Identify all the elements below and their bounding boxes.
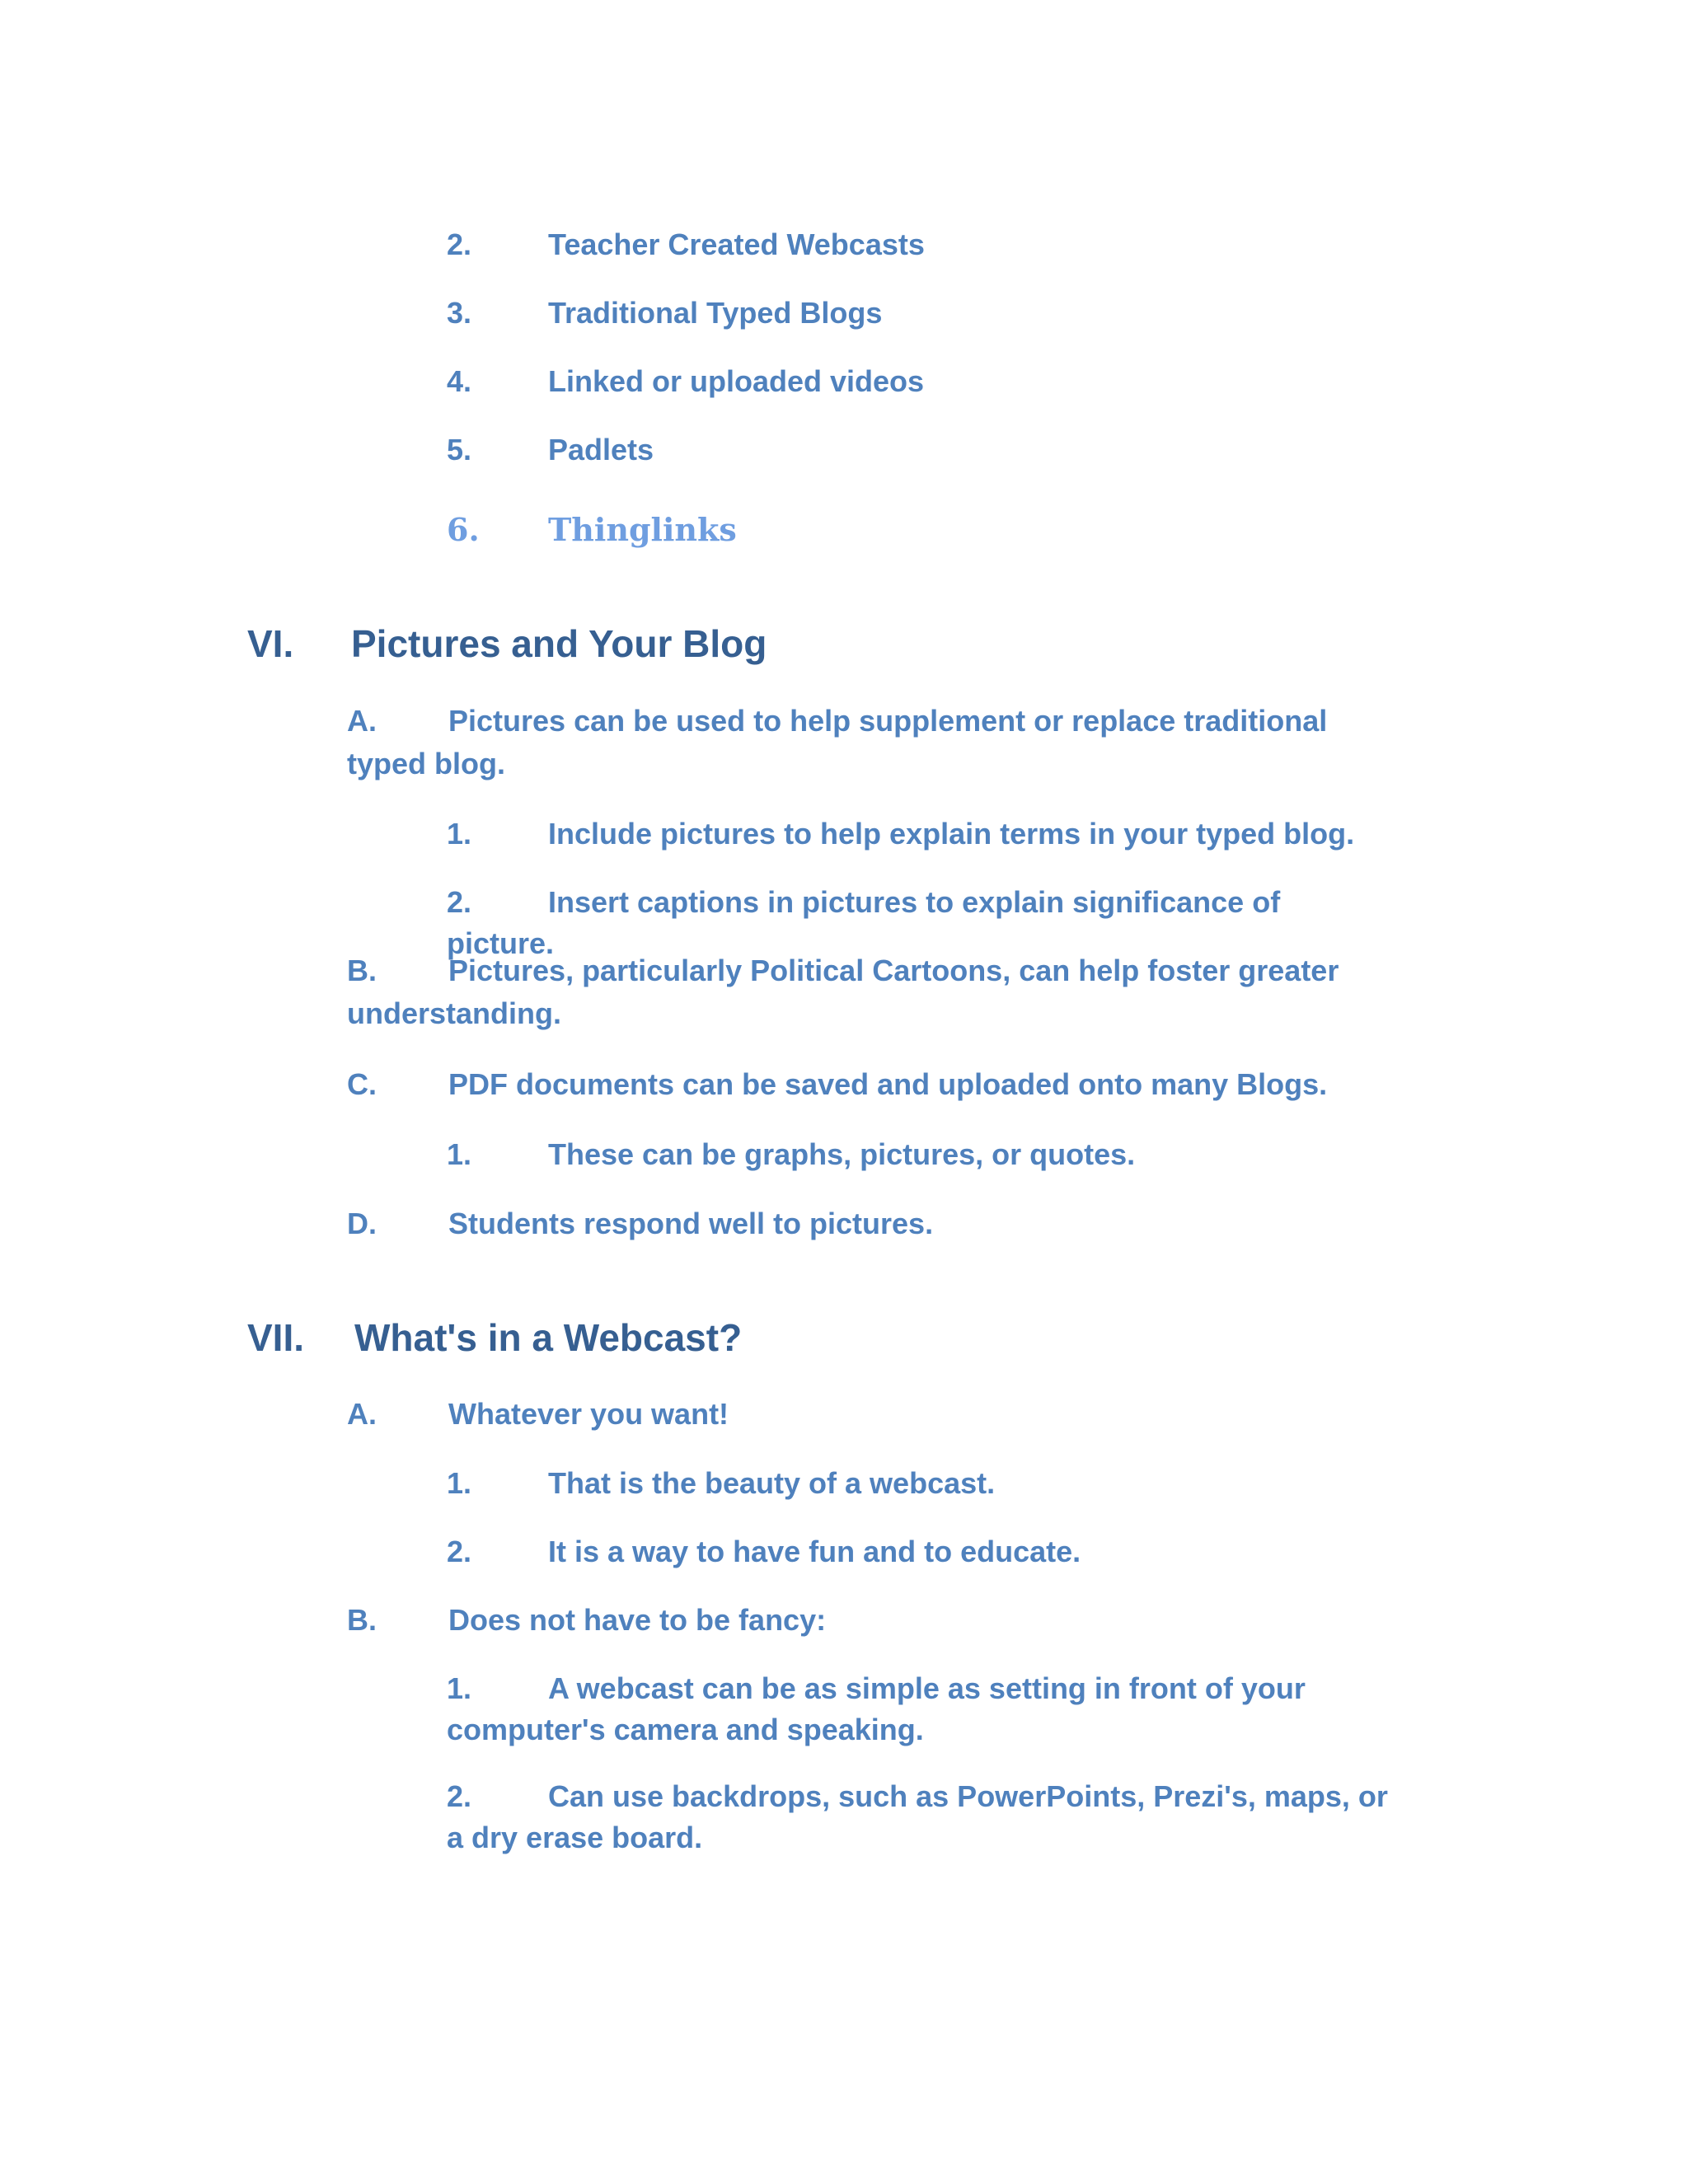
outline-text: Include pictures to help explain terms in your typed blog. — [548, 817, 1355, 851]
outline-text: Students respond well to pictures. — [448, 1207, 934, 1240]
outline-text: Insert captions in pictures to explain significance of picture. — [447, 885, 1281, 960]
outline-item — [347, 700, 1386, 785]
outline-number: 1. — [447, 817, 472, 851]
outline-letter: A. — [347, 1397, 377, 1431]
outline-item — [347, 1202, 1386, 1245]
outline-letter: C. — [347, 1067, 377, 1101]
outline-number: 1. — [447, 1466, 472, 1500]
outline-letter: D. — [347, 1207, 377, 1240]
list-text: Linked or uploaded videos — [548, 364, 925, 398]
list-number: 6. — [447, 511, 480, 548]
outline-subitem — [447, 1531, 1395, 1572]
section-title: What's in a Webcast? — [354, 1316, 743, 1359]
outline-item — [347, 1063, 1386, 1106]
outline-subitem — [447, 1776, 1395, 1858]
outline-subitem — [447, 1668, 1395, 1750]
list-number: 5. — [447, 433, 472, 466]
list-text: Teacher Created Webcasts — [548, 227, 925, 261]
outline-number: 2. — [447, 1779, 472, 1813]
outline-letter: B. — [347, 1603, 377, 1637]
outline-letter: A. — [347, 704, 377, 738]
list-item — [447, 293, 1395, 334]
list-item — [447, 224, 1395, 265]
outline-text: Pictures can be used to help supplement or replace traditional typed blog. — [347, 704, 1328, 780]
outline-item — [347, 949, 1386, 1035]
list-item — [447, 429, 1395, 471]
section-number: VI. — [247, 622, 294, 665]
list-text: Traditional Typed Blogs — [548, 296, 883, 330]
outline-item — [347, 1393, 1386, 1436]
outline-text: That is the beauty of a webcast. — [548, 1466, 996, 1500]
list-number: 2. — [447, 227, 472, 261]
outline-number: 2. — [447, 1535, 472, 1568]
outline-text: A webcast can be as simple as setting in front of your computer's camera and speaking. — [447, 1671, 1306, 1746]
outline-text: Whatever you want! — [448, 1397, 729, 1431]
outline-text: Does not have to be fancy: — [448, 1603, 827, 1637]
list-text: Thinglinks — [548, 511, 737, 548]
outline-subitem — [447, 1463, 1395, 1504]
outline-number: 1. — [447, 1671, 472, 1705]
outline-subitem — [447, 813, 1395, 855]
outline-text: These can be graphs, pictures, or quotes. — [548, 1137, 1136, 1171]
section-number: VII. — [247, 1316, 305, 1359]
outline-item — [347, 1599, 1386, 1642]
list-number: 3. — [447, 296, 472, 330]
list-item — [447, 361, 1395, 402]
list-item — [447, 509, 1395, 551]
outline-text: Can use backdrops, such as PowerPoints, Prezi's, maps, or a dry erase board. — [447, 1779, 1388, 1854]
outline-text: It is a way to have fun and to educate. — [548, 1535, 1081, 1568]
outline-letter: B. — [347, 954, 377, 987]
list-number: 4. — [447, 364, 472, 398]
outline-number: 1. — [447, 1137, 472, 1171]
outline-subitem — [447, 1134, 1395, 1175]
list-text: Padlets — [548, 433, 654, 466]
section-title: Pictures and Your Blog — [351, 622, 767, 665]
outline-text: PDF documents can be saved and uploaded onto many Blogs. — [448, 1067, 1328, 1101]
outline-number: 2. — [447, 885, 472, 919]
outline-text: Pictures, particularly Political Cartoons, can help foster greater understanding. — [347, 954, 1339, 1030]
